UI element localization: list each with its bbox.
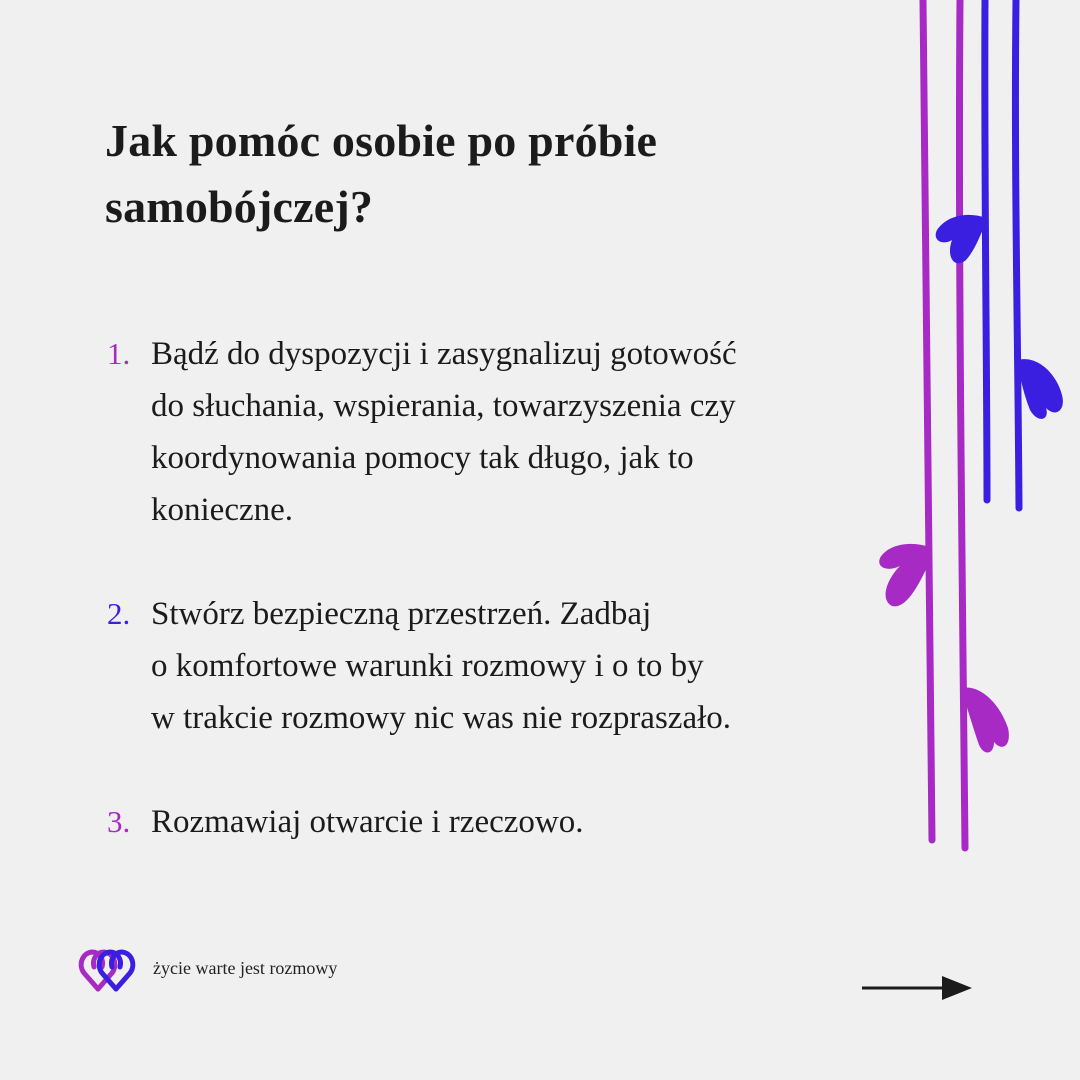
list-item <box>105 796 865 848</box>
page-title <box>105 108 805 240</box>
decorative-stems-illustration <box>860 0 1080 870</box>
tips-list <box>105 328 865 848</box>
two-hearts-icon <box>76 945 138 997</box>
list-item <box>105 328 865 536</box>
item-number: 3. <box>107 804 131 839</box>
item-text-line: Bądź do dyspozycji i zasygnalizuj gotowość <box>151 336 737 372</box>
item-number: 2. <box>107 596 131 631</box>
item-text-line: koordynowania pomocy tak długo, jak to <box>151 440 694 476</box>
item-text-line: o komfortowe warunki rozmowy i o to by <box>151 648 704 684</box>
list-item <box>105 588 865 744</box>
item-text-line: konieczne. <box>151 492 294 528</box>
item-number: 1. <box>107 336 131 371</box>
item-text-line: do słuchania, wspierania, towarzyszenia czy <box>151 388 736 424</box>
title-line-1: Jak pomóc osobie po próbie <box>105 115 658 166</box>
item-text-line: Stwórz bezpieczną przestrzeń. Zadbaj <box>151 596 652 632</box>
title-line-2: samobójczej? <box>105 181 374 232</box>
footer-tagline: życie warte jest rozmowy <box>153 958 338 978</box>
item-text-line: Rozmawiaj otwarcie i rzeczowo. <box>151 804 584 840</box>
arrow-right-icon[interactable] <box>858 970 976 1006</box>
item-text-line: w trakcie rozmowy nic was nie rozpraszało. <box>151 700 732 736</box>
